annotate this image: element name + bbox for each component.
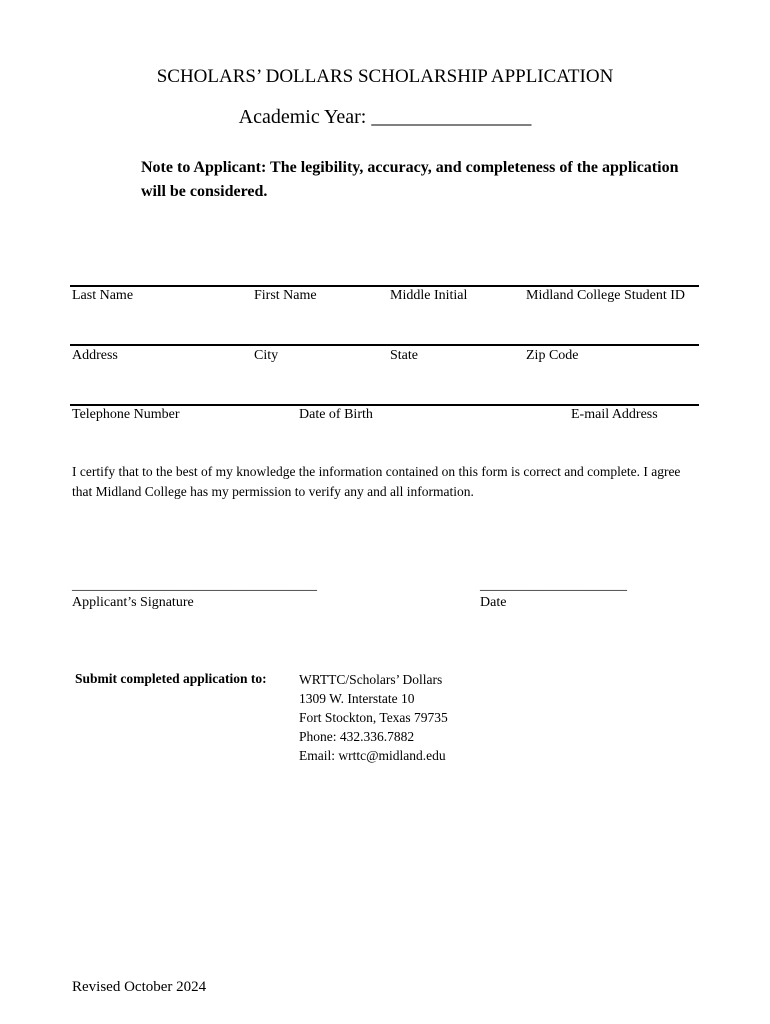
- last-name-label: Last Name: [72, 288, 134, 303]
- field-rule-row3: [70, 404, 699, 406]
- phone-line: Phone: 432.336.7882: [299, 729, 415, 744]
- email-label: E-mail Address: [571, 407, 658, 422]
- date-of-birth-label: Date of Birth: [299, 407, 373, 422]
- date-label: Date: [480, 595, 507, 610]
- address-line: 1309 W. Interstate 10: [299, 691, 415, 706]
- revision-date: Revised October 2024: [72, 979, 207, 995]
- state-label: State: [390, 348, 418, 363]
- submit-label: Submit completed application to:: [75, 671, 267, 686]
- field-rule-row2: [70, 344, 699, 346]
- email-line: Email: wrttc@midland.edu: [299, 748, 446, 763]
- student-id-label: Midland College Student ID: [526, 288, 686, 303]
- date-line: _____________________: [480, 578, 627, 593]
- mailing-address: [299, 670, 448, 765]
- signature-line: ___________________________________: [72, 578, 317, 593]
- field-rule-row1: [70, 285, 699, 287]
- applicant-note: Note to Applicant: The legibility, accuracy, and completeness of the application will be considered.: [141, 159, 679, 200]
- telephone-label: Telephone Number: [72, 407, 180, 422]
- middle-initial-label: Middle Initial: [390, 288, 468, 303]
- form-title: SCHOLARS’ DOLLARS SCHOLARSHIP APPLICATION: [156, 66, 614, 87]
- first-name-label: First Name: [254, 288, 317, 303]
- signature-label: Applicant’s Signature: [72, 595, 194, 610]
- zip-code-label: Zip Code: [526, 348, 579, 363]
- address-line: Fort Stockton, Texas 79735: [299, 710, 448, 725]
- address-label: Address: [72, 348, 118, 363]
- certification-text: I certify that to the best of my knowledge the information contained on this form is correct and complete. I agree that Midland College has my permission to verify any and all information.: [72, 464, 681, 499]
- address-line: WRTTC/Scholars’ Dollars: [299, 672, 443, 687]
- academic-year-field: Academic Year: ________________: [238, 106, 532, 128]
- city-label: City: [254, 348, 279, 363]
